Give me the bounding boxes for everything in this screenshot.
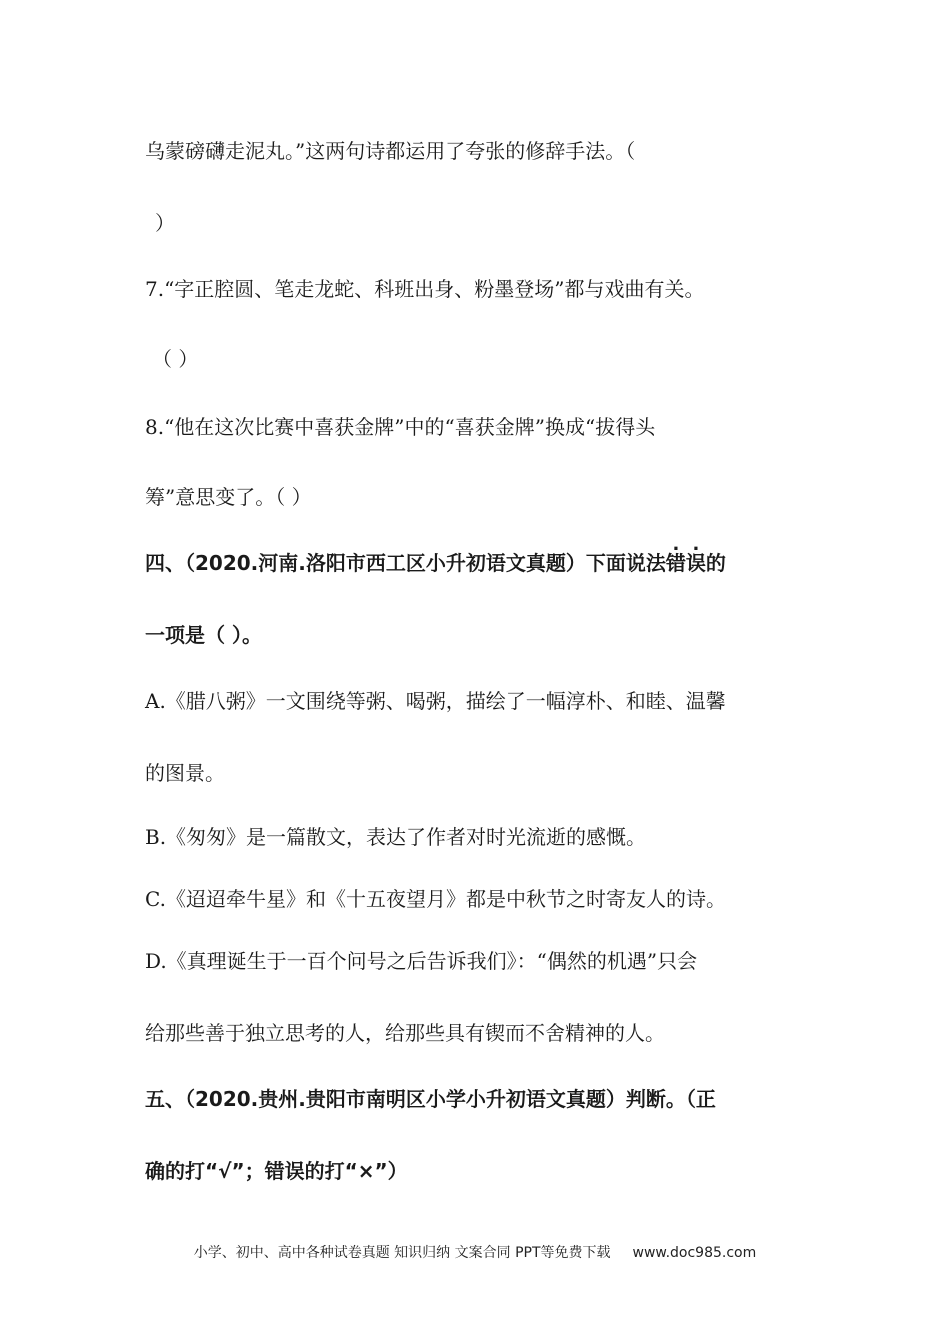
footer-text: 小学、初中、高中各种试卷真题 知识归纳 文案合同 PPT等免费下载 bbox=[193, 1245, 611, 1261]
section-4-heading bbox=[145, 548, 726, 578]
option-a-line-2: 的图景。 bbox=[145, 761, 225, 785]
section-4-heading-suffix: 的 bbox=[705, 551, 726, 575]
option-b: B.《匆匆》是一篇散文，表达了作者对时光流逝的感慨。 bbox=[145, 825, 647, 849]
section-4-heading-line-2: 一项是（ ）。 bbox=[145, 623, 262, 647]
option-d-line-2: 给那些善于独立思考的人，给那些具有锲而不舍精神的人。 bbox=[145, 1021, 665, 1045]
question-7: 7.“字正腔圆、笔走龙蛇、科班出身、粉墨登场”都与戏曲有关。 bbox=[145, 277, 705, 301]
footer-url[interactable]: www.doc985.com bbox=[632, 1245, 757, 1261]
option-a-line-1: A.《腊八粥》一文围绕等粥、喝粥，描绘了一幅淳朴、和睦、温馨 bbox=[145, 689, 726, 713]
emphasis-char-2: 误 bbox=[685, 551, 706, 575]
question-8-line-1: 8.“他在这次比赛中喜获金牌”中的“喜获金牌”换成“拔得头 bbox=[145, 415, 656, 439]
option-d-line-1: D.《真理诞生于一百个问号之后告诉我们》：“偶然的机遇”只会 bbox=[145, 949, 698, 973]
section-4-heading-prefix: 四、（2020.河南.洛阳市西工区小升初语文真题）下面说法 bbox=[145, 551, 666, 575]
question-6-continuation: 乌蒙磅礴走泥丸。”这两句诗都运用了夸张的修辞手法。（ bbox=[145, 139, 636, 163]
section-5-heading-line-2: 确的打“√”；错误的打“×”） bbox=[145, 1159, 408, 1183]
page-footer bbox=[0, 1242, 950, 1262]
emphasis-char-1: 错 bbox=[665, 551, 686, 575]
question-8-line-2: 筹”意思变了。（ ） bbox=[145, 485, 312, 509]
question-7-answer-blank: （ ） bbox=[152, 347, 199, 371]
question-6-answer-blank: ） bbox=[155, 211, 175, 235]
option-c: C.《迢迢牵牛星》和《十五夜望月》都是中秋节之时寄友人的诗。 bbox=[145, 887, 726, 911]
section-5-heading: 五、（2020.贵州.贵阳市南明区小学小升初语文真题）判断。（正 bbox=[145, 1087, 716, 1111]
